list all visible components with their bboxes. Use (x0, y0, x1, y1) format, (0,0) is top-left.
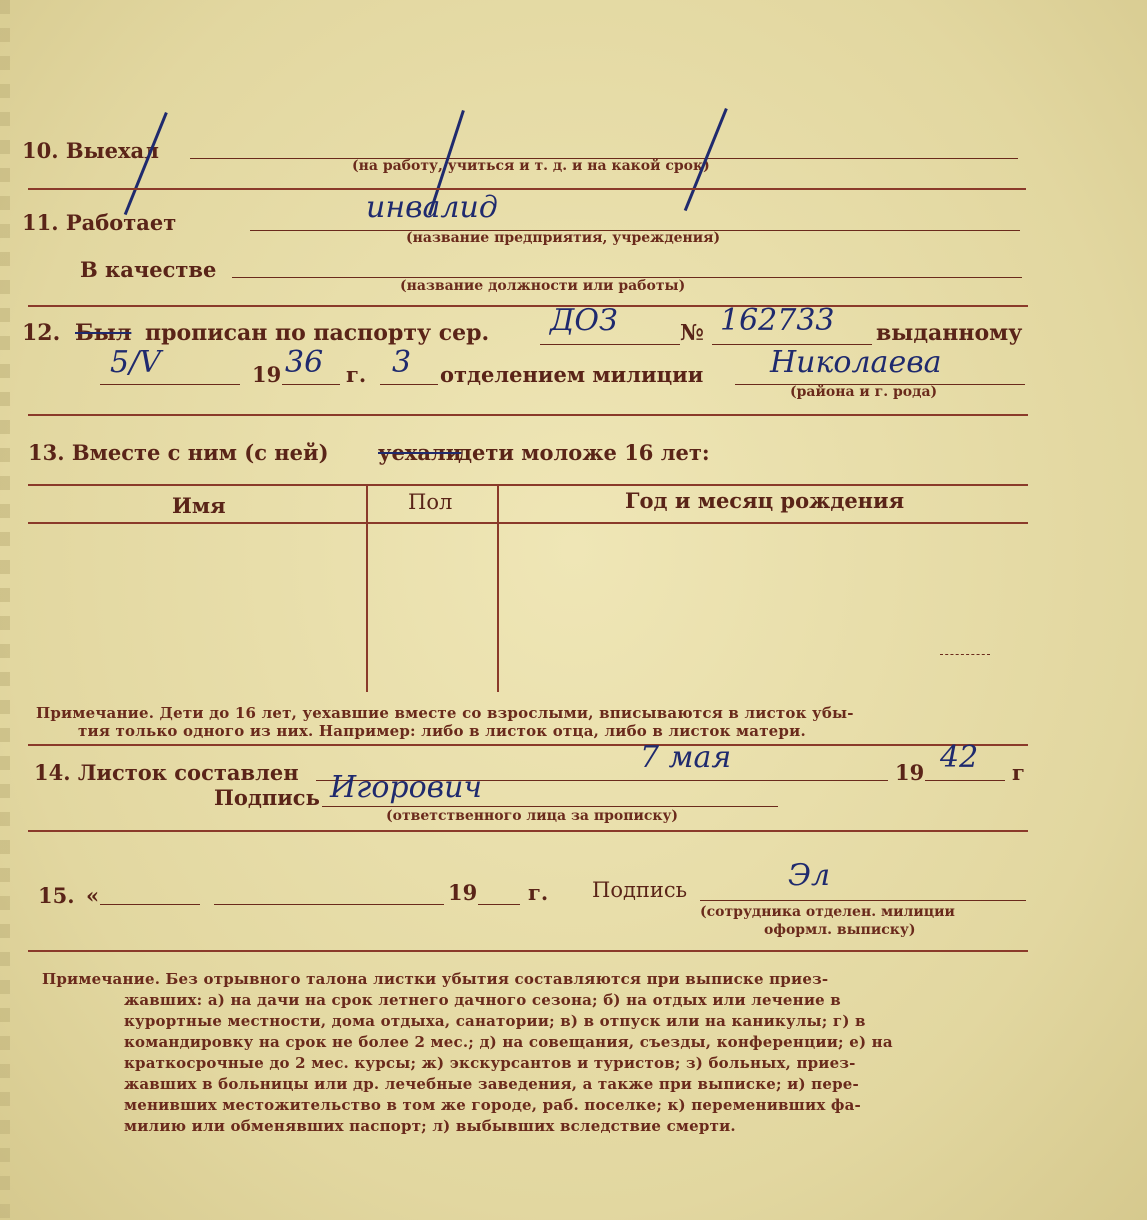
footnote-line-5: краткосрочные до 2 мес. курсы; ж) экскурсантов и туристов; з) больных, приез- (124, 1054, 856, 1072)
date-line (100, 384, 240, 385)
perforated-edge (0, 0, 10, 1220)
footnote-line-6: жавших в больницы или др. лечебные заведения, а также при выписке; и) пере- (124, 1075, 859, 1093)
section-15-label: 15. (38, 883, 75, 908)
section-10-label: 10. Выехал (22, 138, 159, 163)
section-14-label: 14. Листок составлен (34, 760, 299, 785)
section-divider (28, 830, 1028, 832)
handwritten-officer-signature: Эл (788, 858, 831, 893)
section-12-number: 12. (22, 320, 61, 346)
footnote-line-8: милию или обменявших паспорт; л) выбывших вследствие смерти. (124, 1117, 736, 1135)
struck-word: уехали (378, 440, 462, 465)
dept-text: отделением милиции (440, 362, 704, 387)
footnote-line-7: менивших местожительство в том же городе, раб. поселке; к) переменивших фа- (124, 1096, 861, 1114)
section-13-label: 13. Вместе с ним (с ней) (28, 440, 329, 465)
officer-hint-2: оформл. выписку) (764, 922, 916, 938)
signature-label: Подпись (214, 785, 320, 810)
section-11-label: 11. Работает (22, 210, 177, 235)
signature-line (700, 900, 1026, 901)
table-header-rule (28, 522, 1028, 524)
column-header-sex: Пол (408, 490, 453, 514)
section-divider (28, 305, 1028, 307)
dept-line (380, 384, 438, 385)
number-symbol: № (680, 320, 704, 346)
open-quote: « (86, 883, 100, 908)
handwritten-series: ДОЗ (550, 303, 618, 338)
issued-text: выданному (876, 320, 1023, 346)
series-line (540, 344, 680, 345)
section-divider (28, 188, 1026, 190)
table-dash (940, 654, 990, 655)
city-hint: (района и г. рода) (790, 384, 938, 400)
year-prefix: 19 (895, 760, 925, 785)
footnote-line-1: Примечание. Без отрывного талона листки убытия составляются при выписке приез- (42, 970, 829, 988)
section-13-note-2: тия только одного из них. Например: либо в листок отца, либо в листок матери. (78, 722, 806, 740)
year-prefix: 19 (252, 362, 282, 387)
day-line (100, 904, 200, 905)
section-13-note-1: Примечание. Дети до 16 лет, уехавшие вместе со взрослыми, вписываются в листок убы- (36, 704, 854, 722)
column-header-birth: Год и месяц рождения (625, 488, 905, 513)
signature-label: Подпись (592, 878, 688, 902)
column-header-name: Имя (172, 493, 226, 518)
signature-hint: (ответственного лица за прописку) (386, 808, 679, 824)
month-line (214, 904, 444, 905)
section-13-rest: дети моложе 16 лет: (458, 440, 710, 465)
handwritten-year: 36 (285, 345, 324, 380)
year-suffix: г (1012, 760, 1025, 785)
officer-hint-1: (сотрудника отделен. милиции (700, 904, 955, 920)
passport-text: прописан по паспорту сер. (145, 320, 490, 346)
handwritten-signature: Игорович (330, 770, 483, 805)
table-column-divider (366, 484, 368, 692)
table-column-divider (497, 484, 499, 692)
handwritten-issue-date: 5/V (110, 345, 161, 380)
handwritten-city: Николаева (770, 345, 942, 380)
year-suffix: г. (346, 362, 367, 387)
year-line (282, 384, 340, 385)
handwritten-year: 42 (940, 740, 979, 775)
footnote-line-4: командировку на срок не более 2 мес.; д) на совещания, съезды, конференции; е) на (124, 1033, 893, 1051)
handwritten-work: инвалид (366, 190, 498, 225)
year-prefix: 19 (448, 880, 478, 905)
section-divider (28, 950, 1028, 952)
section-divider (28, 744, 1028, 746)
position-label: В качестве (80, 257, 217, 282)
footnote-line-3: курортные местности, дома отдыха, санатории; в) в отпуск или на каникулы; г) в (124, 1012, 866, 1030)
table-top-rule (28, 484, 1028, 486)
section-11-hint-position: (название должности или работы) (400, 278, 686, 294)
signature-line (322, 806, 778, 807)
struck-word: Был (75, 320, 132, 346)
year-line (478, 904, 520, 905)
handwritten-passport-number: 162733 (720, 303, 835, 338)
handwritten-compiled-date: 7 мая (640, 740, 732, 775)
handwritten-dept-number: 3 (392, 345, 412, 380)
section-11-hint-org: (название предприятия, учреждения) (406, 230, 721, 246)
year-suffix: г. (528, 880, 549, 905)
section-divider (28, 414, 1028, 416)
year-line (925, 780, 1005, 781)
footnote-line-2: жавших: а) на дачи на срок летнего дачного сезона; б) на отдых или лечение в (124, 991, 841, 1009)
section-10-hint: (на работу, учиться и т. д. и на какой срок) (352, 158, 710, 174)
